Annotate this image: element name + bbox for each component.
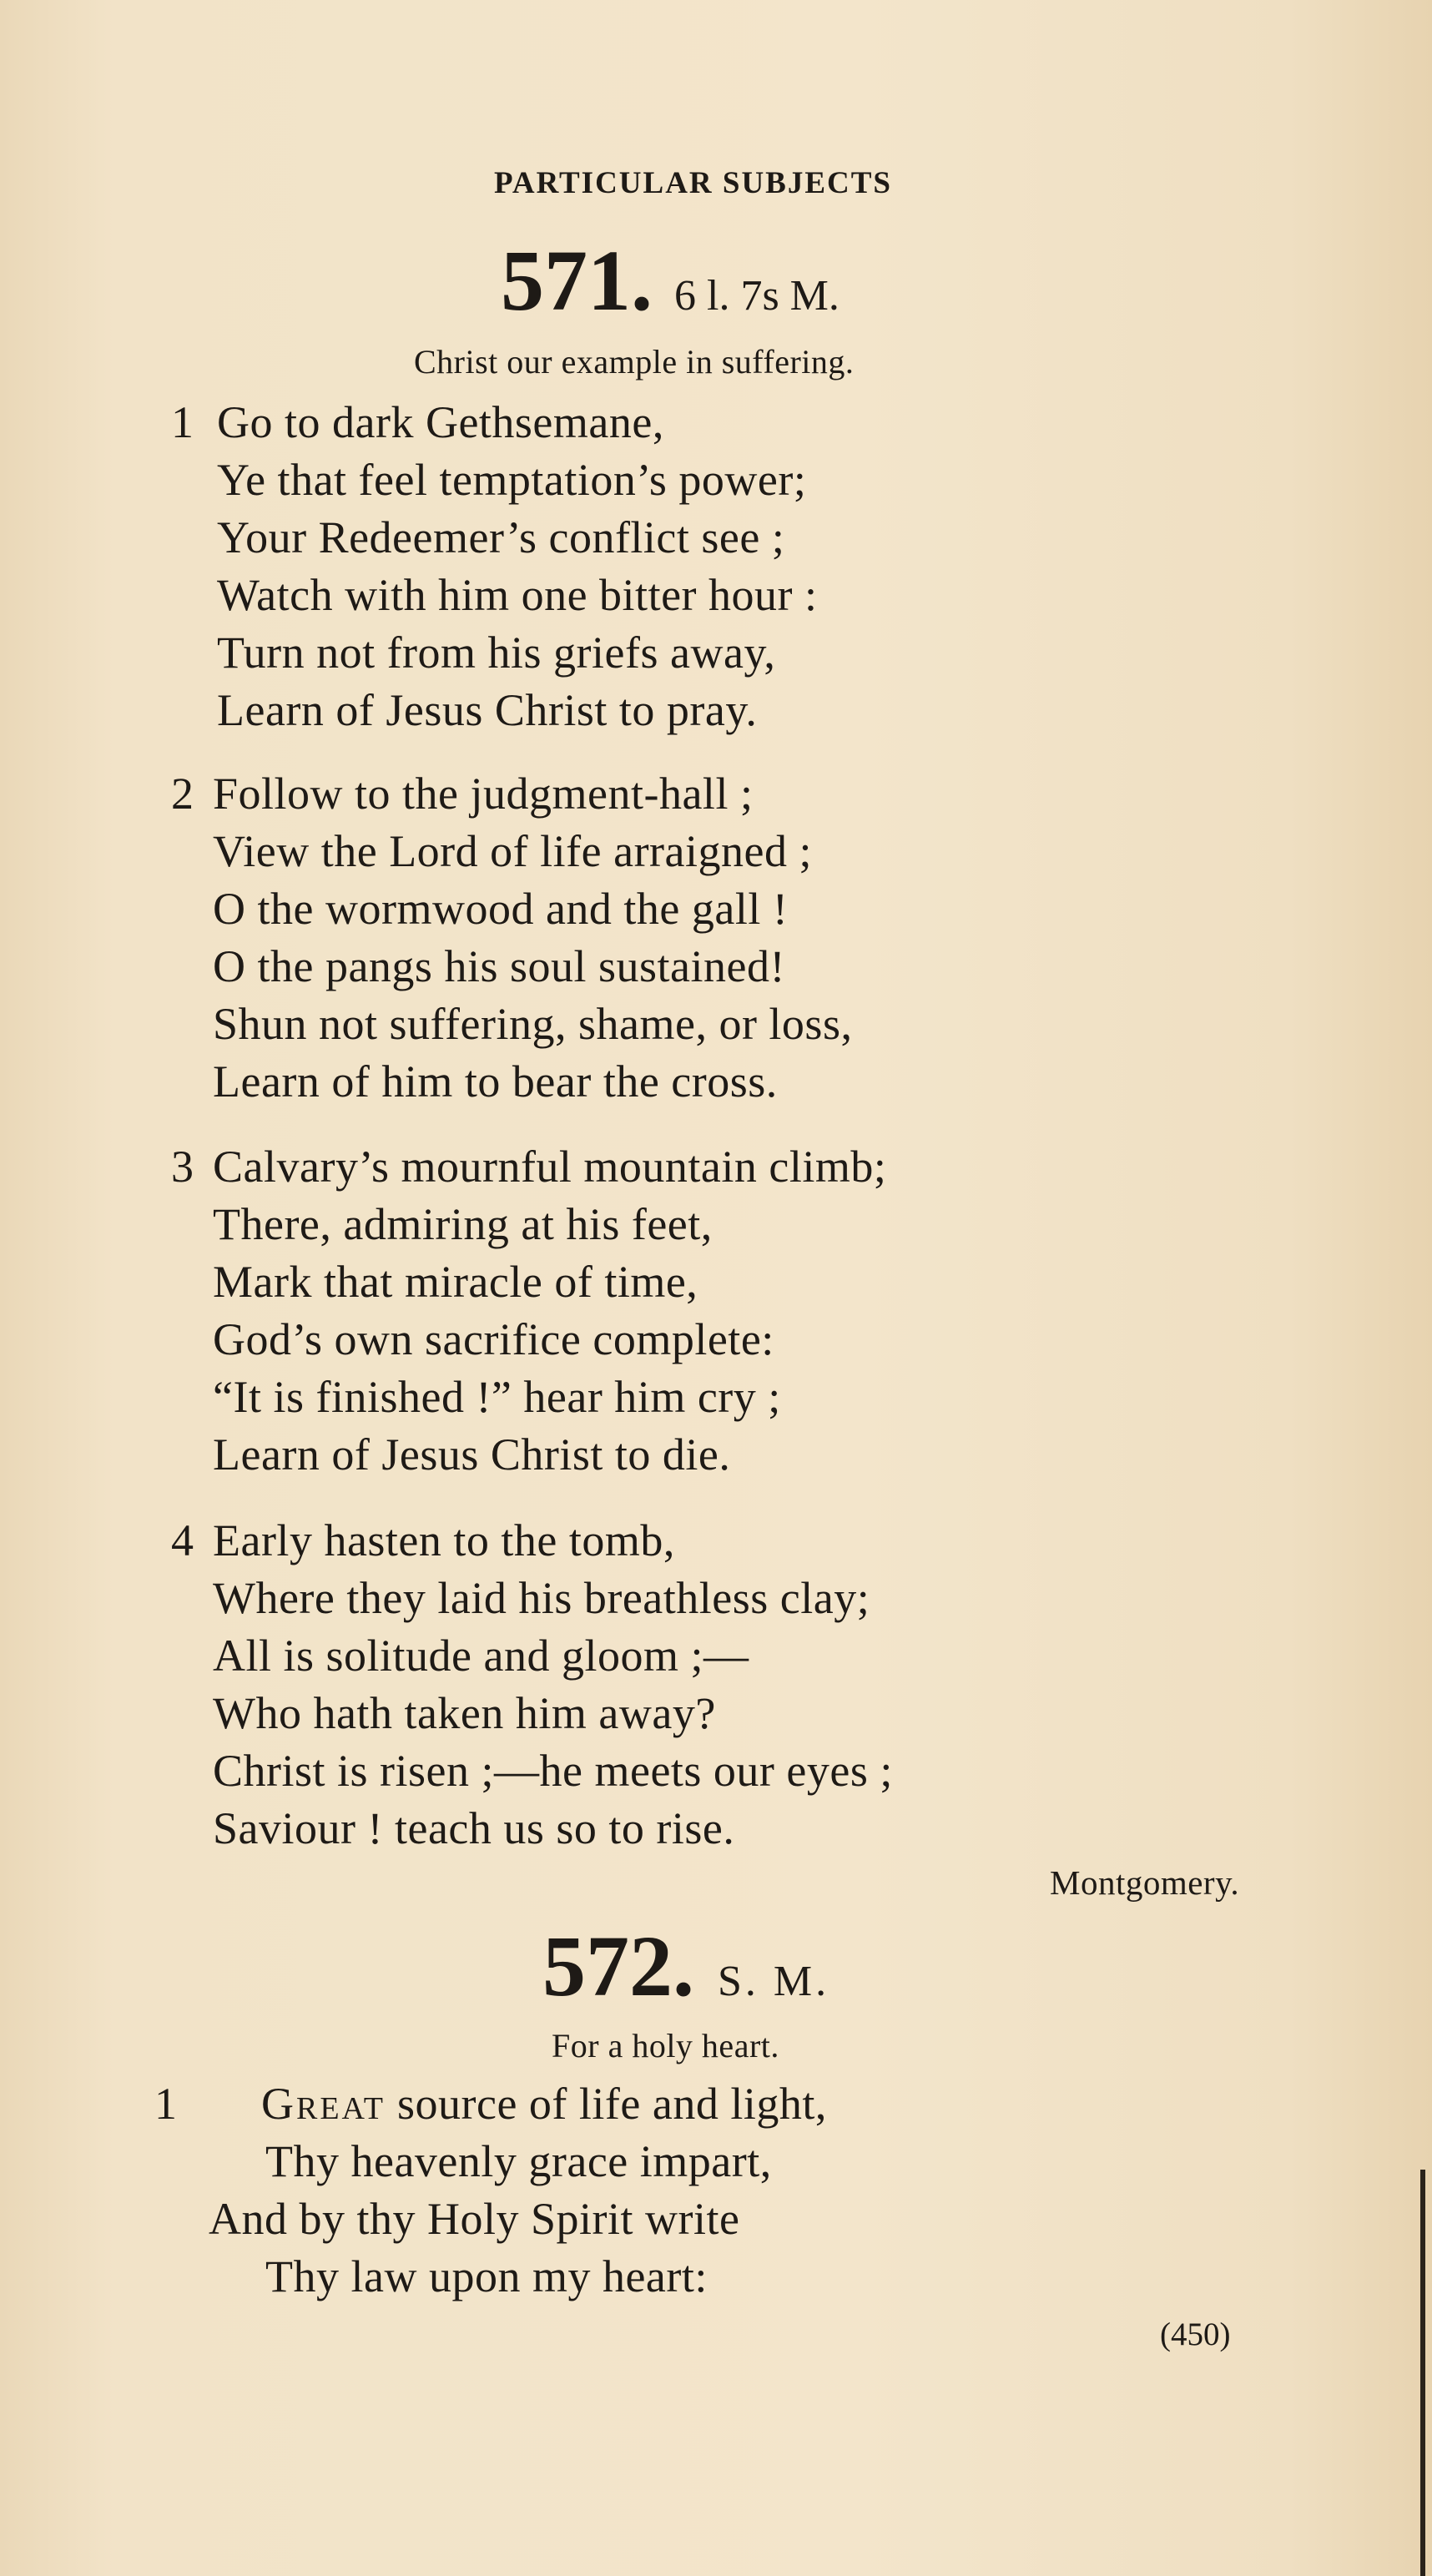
verse-line: Go to dark Gethsemane, — [217, 397, 664, 447]
first-line-rest: source of life and light, — [386, 2079, 827, 2129]
verse-line: Saviour ! teach us so to rise. — [213, 1803, 735, 1853]
verse-line: Shun not suffering, shame, or loss, — [213, 999, 853, 1049]
verse-line: Turn not from his griefs away, — [217, 628, 776, 678]
verse-line: Christ is risen ;—he meets our eyes ; — [213, 1746, 893, 1796]
verse-number: 1 — [154, 2079, 177, 2129]
verse-line: “It is finished !” hear him cry ; — [213, 1372, 781, 1422]
hymn-heading — [542, 1918, 830, 2014]
verse-line: Early hasten to the tomb, — [213, 1515, 675, 1565]
first-word: Great — [261, 2079, 386, 2129]
verse-line: There, admiring at his feet, — [213, 1199, 713, 1249]
verse-line: Ye that feel temptation’s power; — [217, 455, 807, 505]
verse-line: Learn of Jesus Christ to die. — [213, 1429, 731, 1480]
hymn-subtitle: Christ our example in suffering. — [414, 343, 855, 381]
hymn-author: Montgomery. — [1050, 1863, 1240, 1902]
verse-number: 2 — [171, 769, 194, 819]
hymn-heading — [501, 233, 840, 329]
hymn-subtitle: For a holy heart. — [552, 2027, 779, 2064]
verse-number: 4 — [171, 1515, 194, 1565]
hymn-meter: S. M. — [718, 1958, 830, 2005]
verse-line: Watch with him one bitter hour : — [217, 570, 818, 620]
verse-line: And by thy Holy Spirit write — [209, 2194, 740, 2244]
verse-line: Thy law upon my heart: — [265, 2251, 708, 2301]
verse-line: Thy heavenly grace impart, — [265, 2136, 772, 2186]
verse-line: Your Redeemer’s conflict see ; — [217, 512, 785, 562]
verse-line: Where they laid his breathless clay; — [213, 1573, 870, 1623]
verse-line: Follow to the judgment-hall ; — [213, 769, 754, 819]
hymn-number: 572. — [542, 1918, 694, 2014]
verse-number: 1 — [171, 397, 194, 447]
verse-line — [261, 2078, 827, 2130]
hymn-meter: 6 l. 7s M. — [674, 272, 840, 320]
verse-number: 3 — [171, 1142, 194, 1192]
verse-line: Learn of Jesus Christ to pray. — [217, 685, 758, 735]
verse-line: O the wormwood and the gall ! — [213, 884, 789, 934]
running-header: PARTICULAR SUBJECTS — [494, 166, 893, 200]
page-edge — [1420, 2170, 1425, 2576]
verse-line: Who hath taken him away? — [213, 1688, 716, 1738]
verse-line: Mark that miracle of time, — [213, 1257, 698, 1307]
page-number: (450) — [1160, 2316, 1231, 2352]
verse-line: View the Lord of life arraigned ; — [213, 826, 812, 876]
verse-line: Calvary’s mournful mountain climb; — [213, 1142, 887, 1192]
verse-line: Learn of him to bear the cross. — [213, 1056, 778, 1107]
verse-line: God’s own sacrifice complete: — [213, 1314, 774, 1364]
verse-line: O the pangs his soul sustained! — [213, 941, 785, 991]
hymn-number: 571. — [501, 233, 653, 329]
verse-line: All is solitude and gloom ;— — [213, 1631, 749, 1681]
